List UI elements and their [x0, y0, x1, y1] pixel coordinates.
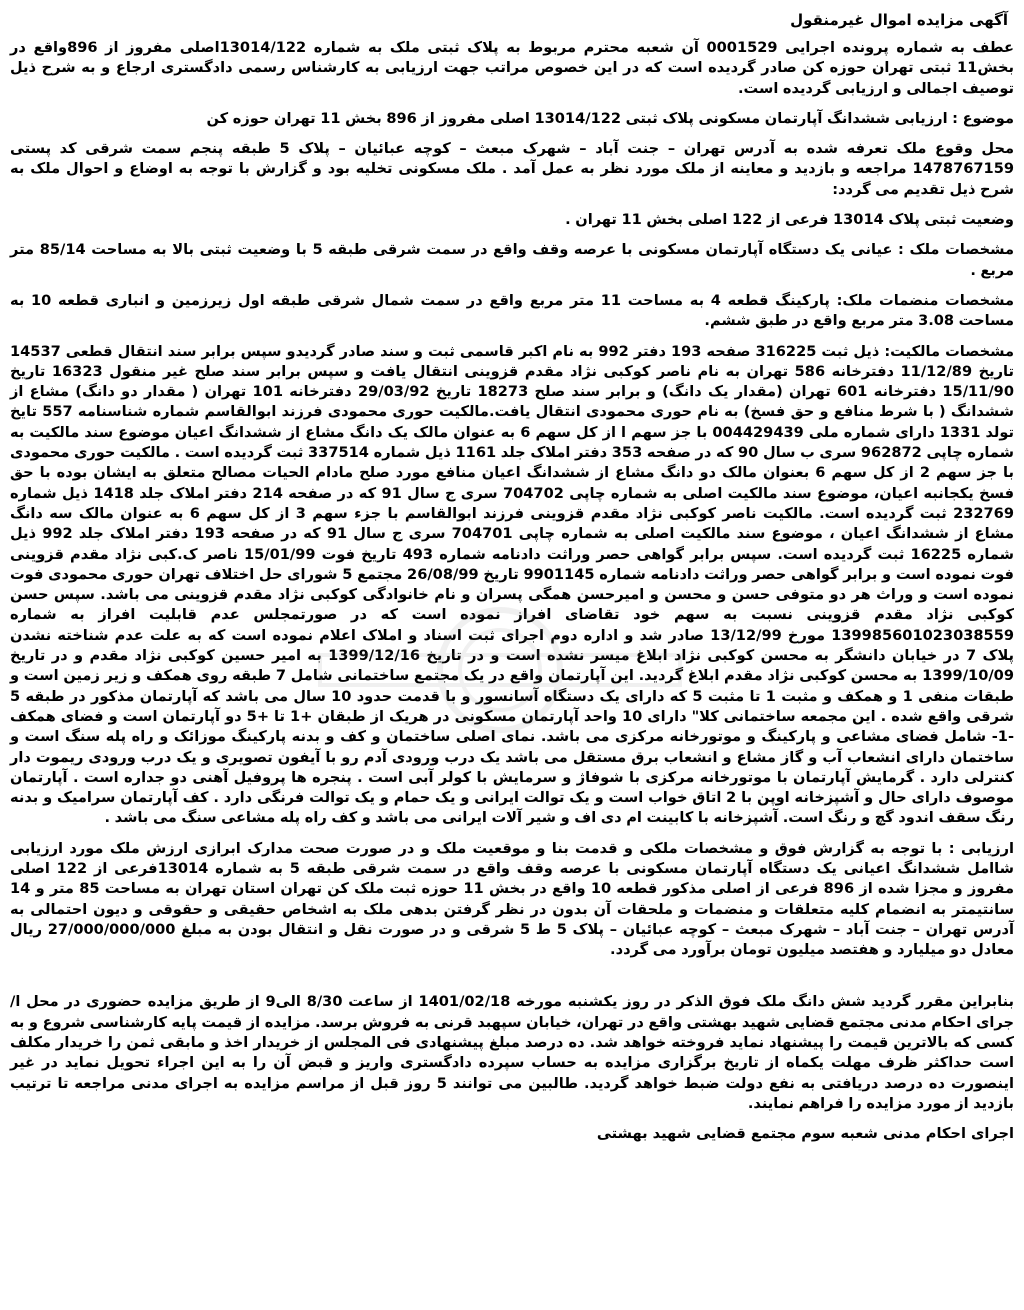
location-paragraph: محل وقوع ملک تعرفه شده به آدرس تهران – جنت آباد – شهرک مبعث – کوچه عبائیان – پلاک 5 طبقه پنجم سمت شرقی کد پستی 1478767159 مراجعه و بازدید و معاینه از ملک مورد نظر به عمل آمد . ملک مسکونی تخلیه بود و گزارش با توجه به اوضاع و احوال ملک به شرح ذیل تقدیم می گردد:	[10, 140, 1014, 198]
auction-paragraph: بنابراین مقرر گردید شش دانگ ملک فوق الذکر در روز یکشنبه مورخه 1401/02/18 از ساعت 8/30 الی9 از طریق مزایده حضوری در محل ا/جرای احکام مدنی مجتمع قضایی شهید بهشتی واقع در تهران، خیابان سپهبد قرنی به فروش برسد. مزایده از قیمت پایه کارشناسی شروع و به کسی که بالاترین قیمت را پیشنهاد نماید فروخته خواهد شد. ده درصد مبلغ پیشنهادی فی المجلس از خریدار اخذ و مابقی ثمن را خریدار مکلف است حداکثر ظرف مهلت یکماه از تاریخ برگزاری مزایده به حساب سپرده دادگستری واریز و قبض آن را به این اجراء تحویل نماید در غیر اینصورت ده درصد دریافتی به نفع دولت ضبط خواهد گردید. طالبین می توانند 5 روز قبل از مراسم مزایده به اجرای مدنی مراجعه تا ترتیب بازدید از مورد مزایده را فراهم نمایند.	[10, 993, 1015, 1112]
intro-paragraph: عطف به شماره پرونده اجرایی 0001529 آن شعبه محترم مربوط به پلاک ثبتی ملک به شماره 13014/122اصلی مفروز از 896واقع در بخش11 ثبتی تهران حوزه کن صادر گردیده است که در این خصوص مراتب جهت ارزیابی به کارشناس رسمی دادگستری ارجاع و به شرح ذیل توصیف اجمالی و ارزیابی گردیده است.	[10, 39, 1014, 97]
appurtenances-paragraph: مشخصات منضمات ملک: پارکینگ قطعه 4 به مساحت 11 متر مربع واقع در سمت شمال شرقی طبقه اول زیرزمین و انباری قطعه 10 به مساحت 3.08 متر مربع واقع در طبق ششم.	[10, 291, 1014, 330]
notice-title: آگهی مزایده اموال غیرمنقول	[790, 11, 1008, 29]
registration-status-paragraph: وضعیت ثبتی پلاک 13014 فرعی از 122 اصلی بخش 11 تهران .	[565, 211, 1014, 229]
signature-line: اجرای احکام مدنی شعبه سوم مجتمع قضایی شهید بهشتی	[596, 1125, 1014, 1143]
valuation-paragraph: ارزیابی : با توجه به گزارش فوق و مشخصات ملکی و قدمت بنا و موقعیت ملک و در صورت صحت مدارک ابرازی ارزش ملک مورد ارزیابی شاامل ششدانگ اعیانی یک دستگاه آپارتمان مسکونی با عرصه وقف واقع در سمت شرقی طبقه 5 به شماره 13014فرعی از 122 اصلی مفروز و مجزا شده از 896 فرعی از اصلی مذکور قطعه 10 واقع در بخش 11 حوزه ثبت ملک کن تهران استان تهران به مساحت 85 متر و 14 سانتیمتر به انضمام کلیه متعلقات و منضمات و ملحقات آن بدون در نظر گرفتن بدهی ملک به اشخاص حقیقی و حقوقی و دیون احتمالی به آدرس تهران – جنت آباد – شهرک مبعث – کوچه عبائیان – پلاک 5 ط 5 شرقی و در صورت نقل و انتقال بودن به مبلغ 27/000/000/000 ریال معادل دو میلیارد و هفتصد میلیون تومان برآورد می گردد.	[10, 839, 1014, 959]
property-specs-paragraph: مشخصات ملک : عیانی یک دستگاه آپارتمان مسکونی با عرصه وقف واقع در سمت شرقی طبقه 5 با وضعیت ثبتی بالا به مساحت 85/14 متر مربع .	[10, 241, 1015, 279]
subject-paragraph: موضوع : ارزیابی ششدانگ آپارتمان مسکونی پلاک ثبتی 13014/122 اصلی مفروز از 896 بخش 11 تهران حوزه کن	[206, 109, 1014, 127]
ownership-paragraph: مشخصات مالکیت: ذیل ثبت 316225 صفحه 193 دفتر 992 به نام اکبر قاسمی ثبت و سند صادر گردیدو سپس برابر سند انتقال قطعی 14537 تاریخ 11/12/89 دفترخانه 586 تهران به نام ناصر کوکبی نژاد مقدم قزوینی انتقال یافت و سپس برابر سند صلح غیر منقول 16323 تاریخ 15/11/90 دفترخانه 601 تهران (مقدار یک دانگ) و برابر سند صلح 18273 تاریخ 29/03/92 دفترخانه 101 تهران ( مقدار دو دانگ) مشاع از ششدانگ ( با شرط منافع و حق فسخ) به نام حوری محمودی انتقال یافت.مالکیت حوری محمودی فرزند ابوالقاسم شماره شناسنامه 557 تایخ تولد 1331 دارای شماره ملی 004429439 با جز سهم ا از کل سهم 6 به عنوان مالک یک دانگ مشاع از ششدانگ اعیان موضوع سند مالکیت به شماره چاپی 962872 سری ب سال 90 که در صفحه 353 دفتر املاک جلد 1161 ذیل شماره 337514 ثبت گردیده است . مالکیت حوری محمودی با جز سهم 2 از کل سهم 6 بعنوان مالک دو دانگ مشاع از ششدانگ اعیان منافع مورد صلح مادام الحیات مصالح متعلق به ایشان بوده با حق فسخ یکجانبه اعیان، موضوع سند مالکیت اصلی به شماره چاپی 704702 سری ج سال 91 که در صفحه 214 دفتر املاک جلد 1418 ذیل شماره 232769 ثبت گردیده است. مالکیت ناصر کوکبی نژاد مقدم قزوینی فرزند ابوالقاسم با جزء سهم 3 از کل سهم 6 به عنوان مالک سه دانگ مشاع از ششدانگ اعیان ، موضوع سند مالکیت اصلی به شماره چاپی 704701 سری ج سال 91 که در صفحه 193 دفتر املاک جلد 992 ذیل شماره 16225 ثبت گردیده است. سپس برابر گواهی حصر وراثت دادنامه شماره 493 تاریخ فوت 15/01/99 ناصر ک.کبی نژاد مقدم قزوینی فوت نموده است و برابر گواهی حصر وراثت دادنامه شماره 9901145 تاریخ 26/08/99 مجتمع 5 شورای حل اختلاف تهران حوری محمودی فوت نموده است و وراث هر دو متوفی حسن و محسن و امیرحسن همگی پسران و نام خانوادگی کوکبی نژاد مقدم قزوینی می باشد. سپس حسن کوکبی نژاد مقدم قزوینی نسبت به سهم خود تقاضای افراز نموده است که در صورتمجلس عدم قابلیت افراز به شماره 139985601023038559 مورخ 13/12/99 صادر شد و اداره دوم اجرای ثبت اسناد و املاک اعلام نموده است که به علت عدم شناخته نشدن پلاک 7 در خیابان دانشگر به محسن کوکبی نژاد ابلاغ میسر نشده است و در تاریخ 1399/12/16 به امیر حسین کوکبی نژاد مقدم و در تاریخ 1399/10/09 به محسن کوکبی نژاد مقدم ابلاغ گردید. این آپارتمان واقع در یک مجتمع ساختمانی شامل 7 طبقه روی همکف و زیر زمین است و طبقات منفی 1 و همکف و مثبت 1 تا مثبت 5 که دارای یک دستگاه آسانسور و با قدمت حدود 10 سال می باشد که آپارتمان مذکور در طبقه 5 شرقی واقع شده . این مجمعه ساختمانی کلا" دارای 10 واحد آپارتمان مسکونی در هریک از طبقان +1 تا +5 دو آپارتمان است و فضای همکف -1- شامل فضای مشاعی و پارکینگ و موتورخانه مرکزی می باشد. نمای اصلی ساختمان و کف و بدنه پارکینگ موزائک و راه پله سنگ است و ساختمان دارای انشعاب آب و گاز مشاع و انشعاب برق مستقل می باشد یک درب ورودی آدم رو با آیفون تصویری و یک درب ورودی ریموت دار کنترلی دارد . گرمایش آپارتمان با موتورخانه مرکزی با شوفاژ و سرمایش با کولر آبی است . پنجره ها پروفیل آهنی دو جداره است . آپارتمان موصوف دارای حال و آشپزخانه اوپن با 2 اتاق خواب است و یک توالت ایرانی و یک حمام و یک توالت فرنگی دارد . کف آپارتمان سرامیک و بدنه رنگ سقف اندود گچ و رنگ است. آشپزخانه با کابینت ام دی اف و شیر آلات ایرانی می باشد و کف راه پله مشاعی سنگ می باشد .	[10, 342, 1015, 827]
section-spacer	[10, 970, 1014, 992]
